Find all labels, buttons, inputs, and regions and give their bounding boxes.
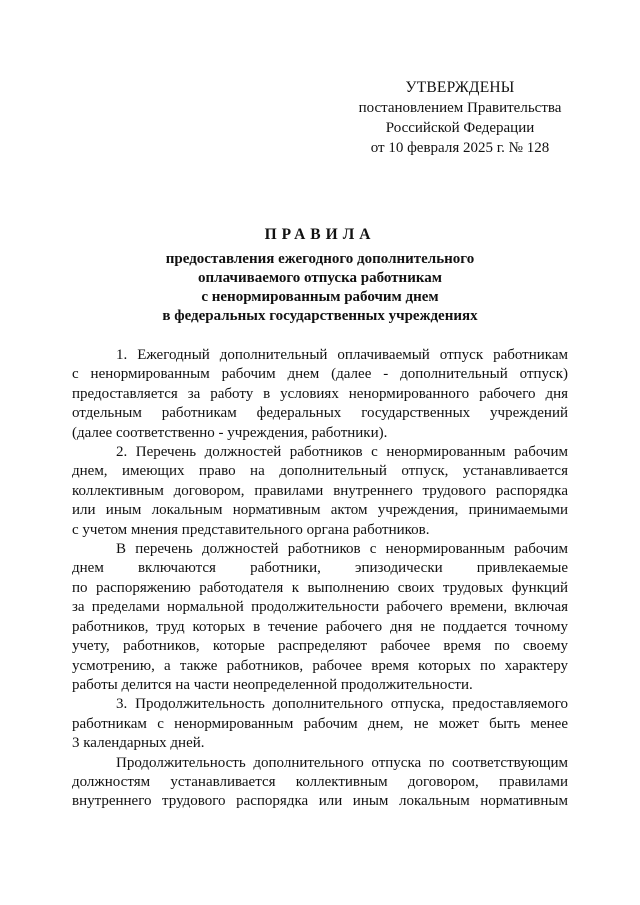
paragraph-3 xyxy=(72,540,568,695)
text-line: по распоряжению работодателя к выполнению своих трудовых функций xyxy=(72,579,568,596)
text-line: отдельным работникам федеральных государственных учреждений xyxy=(72,405,568,422)
approval-stamp xyxy=(320,78,600,158)
subtitle-line: оплачиваемого отпуска работникам xyxy=(198,270,442,286)
text-line: учету, работников, которые распределяют рабочее время по своему xyxy=(72,638,568,655)
text-line: 3. Продолжительность дополнительного отпуска, предоставляемого xyxy=(116,696,568,713)
text-line: работникам с ненормированным рабочим днем, не может быть менее xyxy=(72,715,568,732)
subtitle-line: с ненормированным рабочим днем xyxy=(201,289,439,305)
text-line: днем, имеющих право на дополнительный отпуск, устанавливается xyxy=(72,463,568,480)
text-line: с учетом мнения представительного органа работников. xyxy=(72,521,430,538)
document-body xyxy=(72,346,568,812)
paragraph-1 xyxy=(72,346,568,443)
text-line: или иным локальным нормативным актом учреждения, принимаемыми xyxy=(72,502,568,519)
text-line: предоставляется за работу в условиях ненормированного рабочего дня xyxy=(72,385,568,402)
document-title: ПРАВИЛА xyxy=(264,226,376,243)
text-line: днем включаются работники, эпизодически привлекаемые xyxy=(72,560,568,577)
approval-line: Российской Федерации xyxy=(385,120,535,136)
approval-line: постановлением Правительства xyxy=(358,100,562,116)
text-line: (далее соответственно - учреждения, работники). xyxy=(72,424,388,441)
text-line: 2. Перечень должностей работников с ненормированным рабочим xyxy=(116,444,568,461)
document-subtitle xyxy=(72,250,568,326)
text-line: 3 календарных дней. xyxy=(72,735,205,752)
text-line: должностям устанавливается коллективным договором, правилами xyxy=(72,773,568,790)
paragraph-2 xyxy=(72,443,568,540)
text-line: работы делится на части неопределенной продолжительности. xyxy=(72,676,473,693)
paragraph-4 xyxy=(72,695,568,753)
text-line: работников, труд которых в течение рабочего дня не поддается точному xyxy=(72,618,568,635)
subtitle-line: предоставления ежегодного дополнительного xyxy=(165,251,475,267)
paragraph-5 xyxy=(72,754,568,812)
text-line: внутреннего трудового распорядка или иным локальным нормативным xyxy=(72,793,568,810)
text-line: Продолжительность дополнительного отпуска по соответствующим xyxy=(116,754,568,771)
text-line: коллективным договором, правилами внутреннего трудового распорядка xyxy=(72,482,568,499)
text-line: В перечень должностей работников с ненормированным рабочим xyxy=(116,541,568,558)
approval-line: от 10 февраля 2025 г. № 128 xyxy=(370,140,550,156)
approval-heading: УТВЕРЖДЕНЫ xyxy=(405,79,515,96)
text-line: усмотрению, а также работников, рабочее время которых по характеру xyxy=(72,657,568,674)
text-line: за пределами нормальной продолжительности рабочего времени, включая xyxy=(72,599,568,616)
subtitle-line: в федеральных государственных учреждениях xyxy=(162,308,478,324)
text-line: 1. Ежегодный дополнительный оплачиваемый отпуск работникам xyxy=(116,347,568,363)
text-line: с ненормированным рабочим днем (далее - дополнительный отпуск) xyxy=(72,366,568,383)
